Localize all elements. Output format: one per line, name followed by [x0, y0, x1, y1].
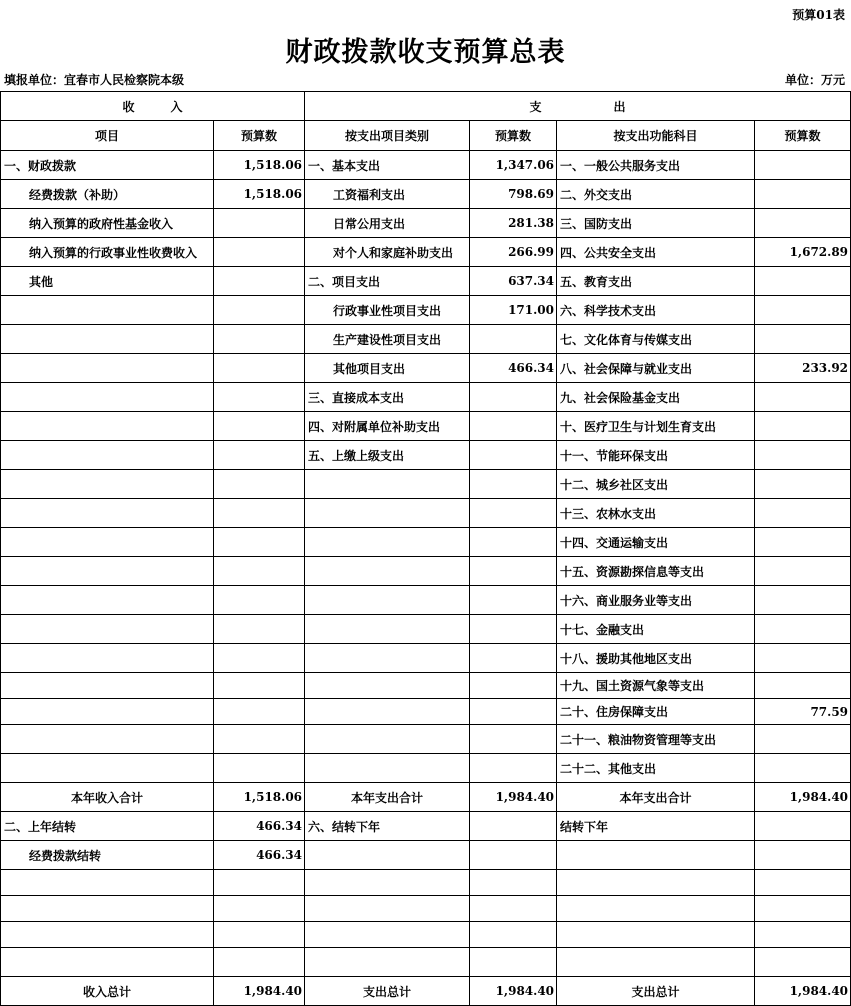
income-budget	[214, 922, 305, 948]
income-budget	[214, 354, 305, 383]
form-code: 预算01表	[792, 8, 845, 22]
col-header-budget-category: 预算数	[470, 121, 557, 151]
function-item: 十九、国土资源气象等支出	[557, 673, 755, 699]
table-row	[1, 499, 851, 528]
income-budget	[214, 896, 305, 922]
category-budget	[470, 441, 557, 470]
income-item	[1, 412, 214, 441]
function-budget	[755, 180, 851, 209]
income-item	[1, 870, 214, 896]
income-budget	[214, 673, 305, 699]
category-budget	[470, 325, 557, 354]
category-budget	[470, 841, 557, 870]
function-item: 十五、资源勘探信息等支出	[557, 557, 755, 586]
function-budget	[755, 948, 851, 977]
function-budget	[755, 267, 851, 296]
table-row	[1, 725, 851, 754]
function-budget	[755, 296, 851, 325]
function-item: 本年支出合计	[557, 783, 755, 812]
col-header-function: 按支出功能科目	[557, 121, 755, 151]
income-item	[1, 673, 214, 699]
income-item: 本年收入合计	[1, 783, 214, 812]
function-budget	[755, 586, 851, 615]
function-budget	[755, 922, 851, 948]
category-budget: 266.99	[470, 238, 557, 267]
income-budget	[214, 528, 305, 557]
category-budget	[470, 383, 557, 412]
function-item: 十二、城乡社区支出	[557, 470, 755, 499]
category-budget	[470, 470, 557, 499]
income-budget	[214, 441, 305, 470]
income-budget	[214, 870, 305, 896]
function-item	[557, 841, 755, 870]
table-row	[1, 354, 851, 383]
income-budget	[214, 383, 305, 412]
function-budget	[755, 644, 851, 673]
income-budget: 1,984.40	[214, 977, 305, 1006]
category-item	[305, 499, 470, 528]
function-budget	[755, 754, 851, 783]
function-budget	[755, 412, 851, 441]
category-budget: 637.34	[470, 267, 557, 296]
category-item	[305, 586, 470, 615]
category-item	[305, 644, 470, 673]
income-item: 收入总计	[1, 977, 214, 1006]
function-item: 八、社会保障与就业支出	[557, 354, 755, 383]
income-item	[1, 296, 214, 325]
table-row	[1, 754, 851, 783]
income-item	[1, 441, 214, 470]
table-row	[1, 896, 851, 922]
function-budget	[755, 528, 851, 557]
function-item: 十三、农林水支出	[557, 499, 755, 528]
function-item: 三、国防支出	[557, 209, 755, 238]
table-row	[1, 812, 851, 841]
category-item: 其他项目支出	[305, 354, 470, 383]
category-item: 六、结转下年	[305, 812, 470, 841]
income-budget	[214, 499, 305, 528]
income-budget: 466.34	[214, 841, 305, 870]
income-item	[1, 383, 214, 412]
table-row	[1, 238, 851, 267]
function-item: 六、科学技术支出	[557, 296, 755, 325]
category-budget	[470, 948, 557, 977]
function-item: 五、教育支出	[557, 267, 755, 296]
income-item	[1, 896, 214, 922]
function-item: 二十一、粮油物资管理等支出	[557, 725, 755, 754]
income-item: 经费拨款（补助）	[1, 180, 214, 209]
table-row	[1, 412, 851, 441]
table-row	[1, 151, 851, 180]
category-item	[305, 725, 470, 754]
function-item	[557, 870, 755, 896]
income-item	[1, 325, 214, 354]
function-budget: 233.92	[755, 354, 851, 383]
function-budget	[755, 325, 851, 354]
currency-unit: 单位：万元	[784, 73, 845, 87]
function-item: 十四、交通运输支出	[557, 528, 755, 557]
function-budget: 1,672.89	[755, 238, 851, 267]
income-budget	[214, 296, 305, 325]
category-budget	[470, 870, 557, 896]
category-budget: 281.38	[470, 209, 557, 238]
category-budget	[470, 812, 557, 841]
table-row	[1, 615, 851, 644]
function-budget: 77.59	[755, 699, 851, 725]
category-item	[305, 615, 470, 644]
function-budget	[755, 870, 851, 896]
function-item: 支出总计	[557, 977, 755, 1006]
function-budget	[755, 383, 851, 412]
category-budget	[470, 615, 557, 644]
function-budget: 1,984.40	[755, 977, 851, 1006]
budget-table	[0, 91, 851, 1006]
table-row	[1, 209, 851, 238]
function-budget	[755, 151, 851, 180]
income-item: 其他	[1, 267, 214, 296]
income-item	[1, 586, 214, 615]
income-item: 二、上年结转	[1, 812, 214, 841]
function-item: 十七、金融支出	[557, 615, 755, 644]
function-budget	[755, 470, 851, 499]
category-budget	[470, 896, 557, 922]
income-item	[1, 470, 214, 499]
category-item	[305, 699, 470, 725]
function-item: 结转下年	[557, 812, 755, 841]
category-item: 生产建设性项目支出	[305, 325, 470, 354]
table-row	[1, 870, 851, 896]
category-budget	[470, 644, 557, 673]
table-row	[1, 528, 851, 557]
category-budget: 466.34	[470, 354, 557, 383]
income-budget	[214, 209, 305, 238]
income-item	[1, 754, 214, 783]
category-item: 工资福利支出	[305, 180, 470, 209]
table-row	[1, 699, 851, 725]
expense-header: 支 出	[305, 92, 851, 121]
function-item: 十一、节能环保支出	[557, 441, 755, 470]
function-budget	[755, 812, 851, 841]
table-row	[1, 977, 851, 1006]
table-row	[1, 783, 851, 812]
table-row	[1, 841, 851, 870]
function-item: 十八、援助其他地区支出	[557, 644, 755, 673]
income-item	[1, 615, 214, 644]
function-item	[557, 896, 755, 922]
category-item: 三、直接成本支出	[305, 383, 470, 412]
income-item	[1, 354, 214, 383]
category-item	[305, 470, 470, 499]
function-item	[557, 948, 755, 977]
income-item	[1, 644, 214, 673]
income-budget	[214, 725, 305, 754]
category-item: 四、对附属单位补助支出	[305, 412, 470, 441]
category-item: 日常公用支出	[305, 209, 470, 238]
table-row	[1, 644, 851, 673]
income-budget	[214, 586, 305, 615]
category-budget	[470, 528, 557, 557]
table-row	[1, 441, 851, 470]
header-row-columns	[1, 121, 851, 151]
income-budget	[214, 412, 305, 441]
category-item: 五、上缴上级支出	[305, 441, 470, 470]
category-item	[305, 754, 470, 783]
function-budget	[755, 499, 851, 528]
income-budget: 1,518.06	[214, 783, 305, 812]
category-item	[305, 673, 470, 699]
col-header-item: 项目	[1, 121, 214, 151]
function-item: 十、医疗卫生与计划生育支出	[557, 412, 755, 441]
income-budget: 1,518.06	[214, 151, 305, 180]
income-item	[1, 948, 214, 977]
category-budget	[470, 673, 557, 699]
table-row	[1, 586, 851, 615]
category-budget	[470, 754, 557, 783]
function-item: 十六、商业服务业等支出	[557, 586, 755, 615]
income-item	[1, 922, 214, 948]
income-budget	[214, 557, 305, 586]
function-item: 七、文化体育与传媒支出	[557, 325, 755, 354]
category-budget	[470, 725, 557, 754]
income-budget	[214, 644, 305, 673]
table-row	[1, 922, 851, 948]
table-row	[1, 948, 851, 977]
category-item	[305, 948, 470, 977]
category-item	[305, 557, 470, 586]
category-budget	[470, 557, 557, 586]
category-item: 本年支出合计	[305, 783, 470, 812]
function-item: 二十二、其他支出	[557, 754, 755, 783]
table-row	[1, 383, 851, 412]
income-budget: 1,518.06	[214, 180, 305, 209]
income-budget	[214, 325, 305, 354]
table-row	[1, 673, 851, 699]
category-budget	[470, 699, 557, 725]
income-item	[1, 528, 214, 557]
header-row-main	[1, 92, 851, 121]
income-item	[1, 557, 214, 586]
function-item: 一、一般公共服务支出	[557, 151, 755, 180]
table-row	[1, 180, 851, 209]
income-item: 经费拨款结转	[1, 841, 214, 870]
category-budget: 1,984.40	[470, 783, 557, 812]
category-budget: 1,347.06	[470, 151, 557, 180]
income-budget: 466.34	[214, 812, 305, 841]
function-item	[557, 922, 755, 948]
category-item: 对个人和家庭补助支出	[305, 238, 470, 267]
category-item	[305, 841, 470, 870]
income-budget	[214, 615, 305, 644]
table-row	[1, 470, 851, 499]
table-row	[1, 296, 851, 325]
table-row	[1, 267, 851, 296]
category-item	[305, 870, 470, 896]
income-item: 纳入预算的政府性基金收入	[1, 209, 214, 238]
function-budget	[755, 841, 851, 870]
function-budget	[755, 725, 851, 754]
income-item	[1, 725, 214, 754]
category-item: 行政事业性项目支出	[305, 296, 470, 325]
category-item	[305, 896, 470, 922]
income-item: 一、财政拨款	[1, 151, 214, 180]
income-budget	[214, 267, 305, 296]
category-budget: 171.00	[470, 296, 557, 325]
col-header-budget-income: 预算数	[214, 121, 305, 151]
income-budget	[214, 699, 305, 725]
income-item: 纳入预算的行政事业性收费收入	[1, 238, 214, 267]
category-budget: 1,984.40	[470, 977, 557, 1006]
category-budget: 798.69	[470, 180, 557, 209]
category-budget	[470, 922, 557, 948]
income-budget	[214, 470, 305, 499]
category-budget	[470, 586, 557, 615]
income-budget	[214, 754, 305, 783]
reporting-unit: 填报单位：宜春市人民检察院本级	[4, 73, 185, 87]
income-budget	[214, 238, 305, 267]
category-item	[305, 528, 470, 557]
table-body	[1, 151, 851, 1006]
table-row	[1, 325, 851, 354]
function-budget: 1,984.40	[755, 783, 851, 812]
function-item: 九、社会保险基金支出	[557, 383, 755, 412]
category-budget	[470, 412, 557, 441]
income-header: 收 入	[1, 92, 305, 121]
category-item: 一、基本支出	[305, 151, 470, 180]
category-item: 二、项目支出	[305, 267, 470, 296]
table-row	[1, 557, 851, 586]
function-budget	[755, 557, 851, 586]
category-item: 支出总计	[305, 977, 470, 1006]
function-item: 四、公共安全支出	[557, 238, 755, 267]
income-item	[1, 499, 214, 528]
income-budget	[214, 948, 305, 977]
col-header-budget-function: 预算数	[755, 121, 851, 151]
col-header-category: 按支出项目类别	[305, 121, 470, 151]
function-item: 二、外交支出	[557, 180, 755, 209]
page-title: 财政拨款收支预算总表	[285, 37, 566, 68]
category-item	[305, 922, 470, 948]
function-budget	[755, 896, 851, 922]
category-budget	[470, 499, 557, 528]
function-budget	[755, 673, 851, 699]
function-budget	[755, 209, 851, 238]
function-budget	[755, 441, 851, 470]
function-budget	[755, 615, 851, 644]
function-item: 二十、住房保障支出	[557, 699, 755, 725]
income-item	[1, 699, 214, 725]
